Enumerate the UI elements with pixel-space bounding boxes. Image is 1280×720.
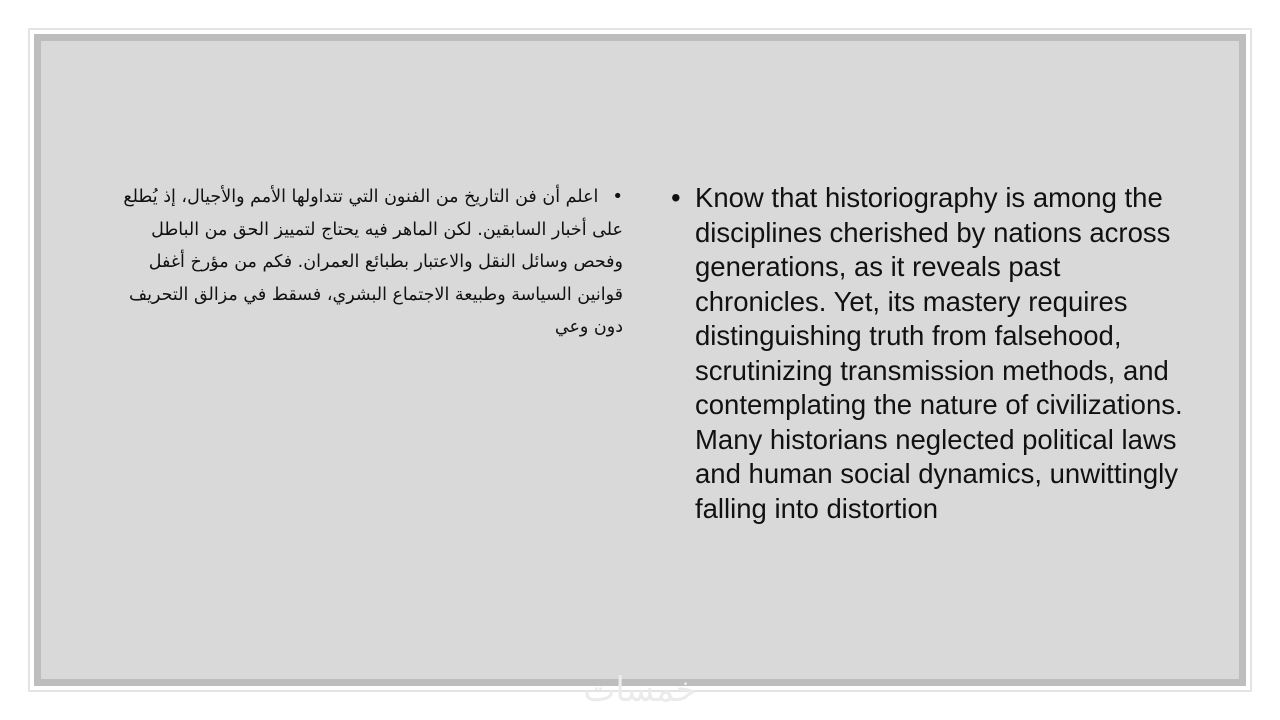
- arabic-bullet: •: [612, 186, 623, 207]
- english-bullet: •: [671, 182, 681, 213]
- watermark-logo: خمسات: [583, 670, 697, 710]
- slide: [34, 34, 1246, 686]
- arabic-text-block: [123, 181, 623, 344]
- english-paragraph: Know that historiography is among the disciplines cherished by nations across generations, as it reveals past chronicles. Yet, its mastery requires distinguishing truth from falsehood, scrutinizing transmission methods, and contemplating the nature of civilizations. Many historians neglected political laws and human social dynamics, unwittingly falling into distortion: [695, 182, 1183, 524]
- arabic-paragraph: اعلم أن فن التاريخ من الفنون التي تتداولها الأمم والأجيال، إذ يُطلع على أخبار السابقين. لكن الماهر فيه يحتاج لتمييز الحق من الباطل وفحص وسائل النقل والاعتبار بطبائع العمران. فكم من مؤرخ أغفل قوانين السياسة وطبيعة الاجتماع البشري، فسقط في مزالق التحريف دون وعي: [123, 187, 623, 337]
- english-text-block: [671, 181, 1196, 526]
- slide-outer-frame: [28, 28, 1252, 692]
- english-bullet-item: [671, 181, 1196, 526]
